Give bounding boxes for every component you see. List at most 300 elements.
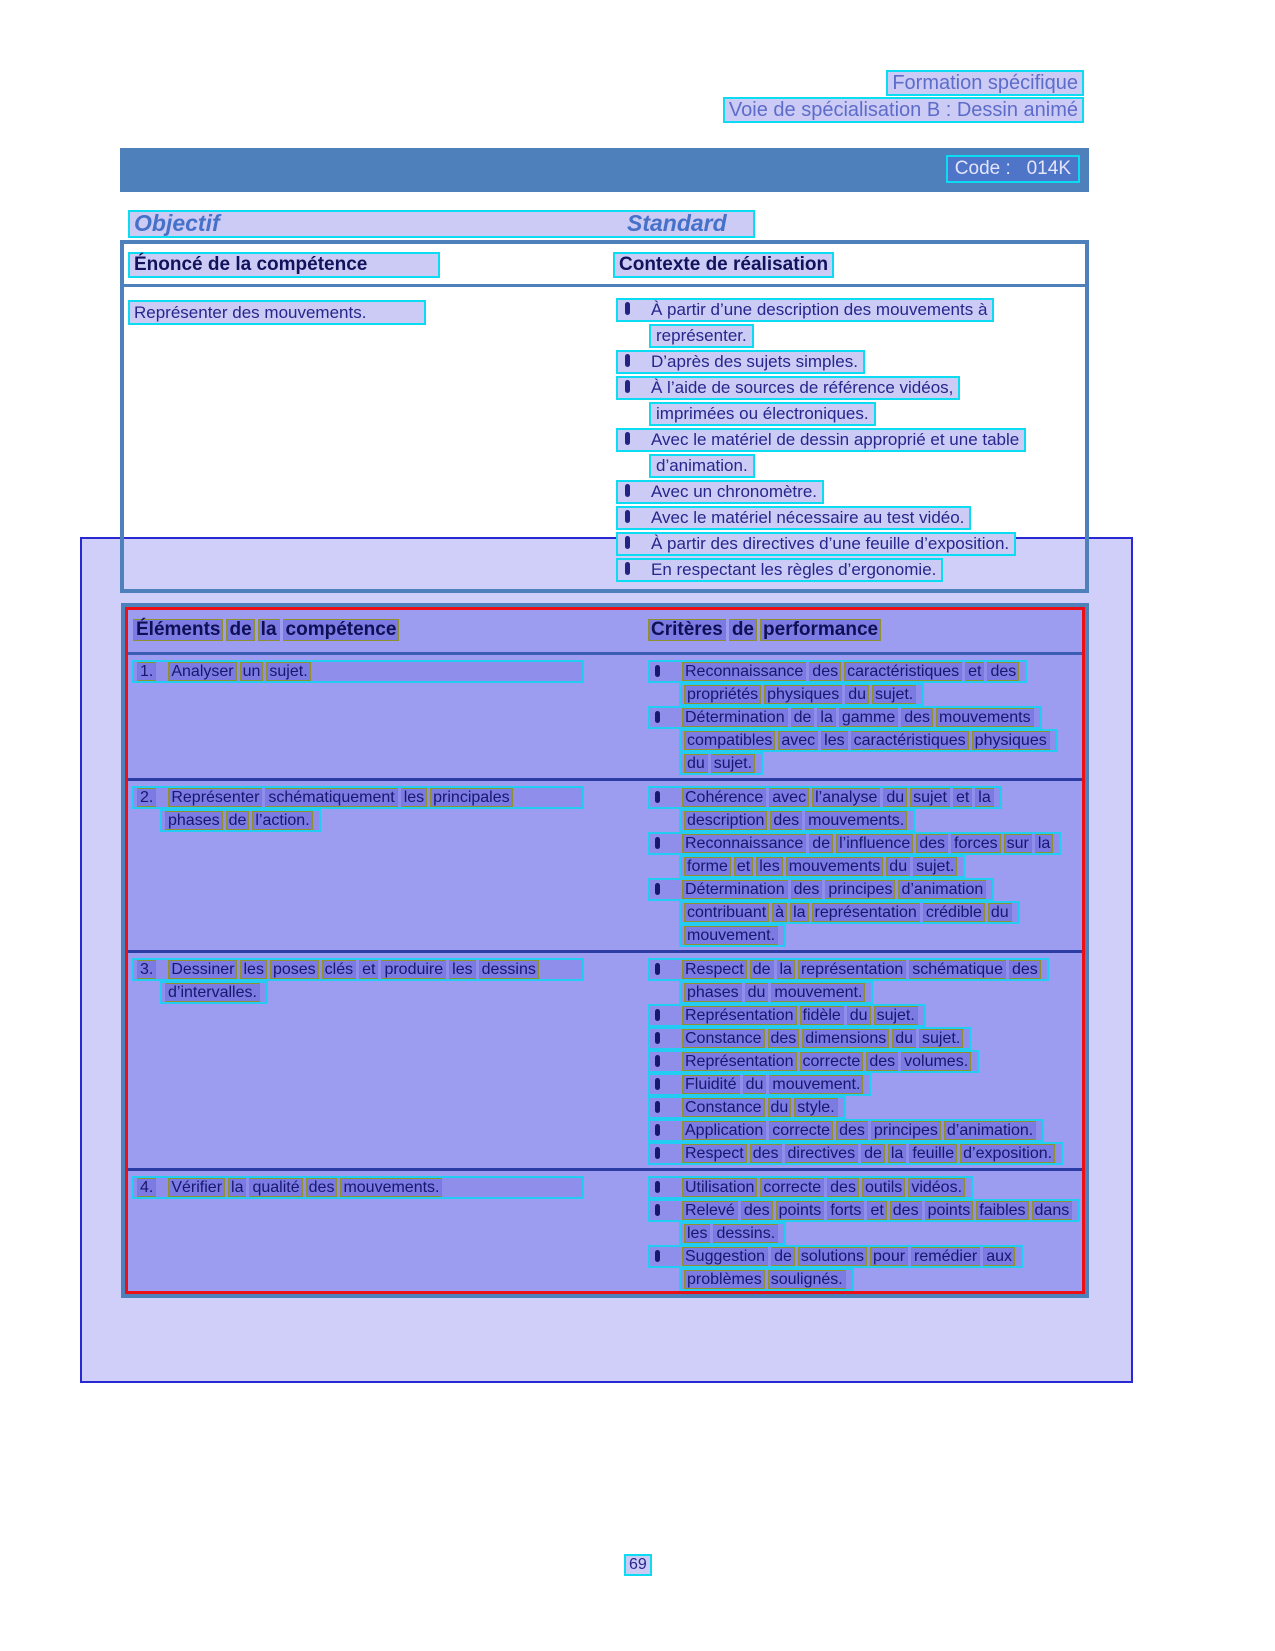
line-highlight	[648, 1096, 846, 1119]
page-number: 69	[624, 1554, 652, 1576]
line-highlight	[160, 809, 321, 832]
word-chip: et	[965, 662, 984, 681]
criteria-cell	[648, 1176, 1082, 1291]
word-chip: des	[987, 662, 1019, 681]
criterion-line	[648, 1073, 1082, 1096]
table2-header-right	[648, 619, 884, 641]
code-label: Code : 014K	[946, 155, 1080, 183]
table1-header-left: Énoncé de la compétence	[128, 252, 440, 278]
criterion-line-continuation	[679, 809, 1082, 832]
word-chip: la	[228, 1178, 246, 1197]
word-chip: dessins.	[713, 1224, 778, 1243]
word-chip: des	[866, 1052, 898, 1071]
bullet-dot-icon	[625, 510, 630, 523]
line-highlight	[132, 786, 584, 809]
bullet-dot-icon	[655, 963, 660, 975]
item-number-chip: 1.	[137, 662, 156, 681]
word-chip: Respect	[682, 960, 747, 979]
criterion-line-continuation	[679, 1222, 1082, 1245]
header-word-chip: Critères	[648, 619, 726, 641]
word-chip: Relevé	[682, 1201, 738, 1220]
word-chip: produire	[381, 960, 446, 979]
criterion-line	[648, 1096, 1082, 1119]
line-highlight	[649, 324, 754, 348]
word-chip: sujet.	[913, 857, 957, 876]
line-highlight	[679, 855, 965, 878]
criterion-line	[648, 1050, 1082, 1073]
word-chip: principes	[871, 1121, 941, 1140]
bullet-dot-icon	[655, 1250, 660, 1262]
bullet-dot-icon	[655, 665, 660, 677]
criterion-line	[648, 1245, 1082, 1268]
word-chip: avec	[769, 788, 809, 807]
header-word-chip: la	[258, 619, 280, 641]
word-chip: crédible	[923, 903, 985, 922]
bullet-text: représenter.	[656, 326, 747, 345]
line-highlight	[648, 1199, 1080, 1222]
word-chip: solutions	[798, 1247, 867, 1266]
item-number-chip: 4.	[137, 1178, 156, 1197]
word-chip: pour	[870, 1247, 908, 1266]
word-chip: sur	[1004, 834, 1032, 853]
criterion-line-continuation	[679, 981, 1082, 1004]
word-chip: de	[809, 834, 833, 853]
context-bullet-continuation	[649, 454, 1085, 480]
word-chip: des	[809, 662, 841, 681]
criterion-line	[648, 878, 1082, 901]
word-chip: remédier	[911, 1247, 980, 1266]
word-chip: outils	[862, 1178, 905, 1197]
bullet-text: À l’aide de sources de référence vidéos,	[651, 378, 954, 397]
bullet-dot-icon	[655, 883, 660, 895]
table1-header-right: Contexte de réalisation	[613, 252, 834, 278]
line-highlight	[648, 1004, 926, 1027]
word-chip: directives	[785, 1144, 859, 1163]
context-bullet-list	[616, 298, 1085, 584]
context-bullet-line	[616, 532, 1085, 558]
objectif-title: Objectif	[134, 210, 220, 236]
word-chip: la	[817, 708, 835, 727]
word-chip: sujet.	[266, 662, 310, 681]
word-chip: représentation	[798, 960, 906, 979]
criterion-line	[648, 958, 1082, 981]
bullet-dot-icon	[625, 354, 630, 367]
word-chip: style.	[794, 1098, 837, 1117]
word-chip: sujet.	[872, 685, 916, 704]
context-bullet-continuation	[649, 402, 1085, 428]
context-bullet-continuation	[649, 324, 1085, 350]
word-chip: des	[901, 708, 933, 727]
word-chip: des	[836, 1121, 868, 1140]
word-chip: gamme	[839, 708, 898, 727]
word-chip: mouvement.	[769, 1075, 863, 1094]
bullet-text: D’après des sujets simples.	[651, 352, 858, 371]
word-chip: les	[684, 1224, 710, 1243]
word-chip: Constance	[682, 1098, 765, 1117]
line-highlight	[648, 1142, 1063, 1165]
word-chip: qualité	[249, 1178, 302, 1197]
word-chip: Détermination	[682, 708, 788, 727]
word-chip: volumes.	[901, 1052, 971, 1071]
criterion-line	[648, 1119, 1082, 1142]
word-chip: et	[953, 788, 972, 807]
word-chip: problèmes	[684, 1270, 765, 1289]
word-chip: à	[772, 903, 787, 922]
word-chip: Représentation	[682, 1006, 797, 1025]
bullet-text: d’animation.	[656, 456, 748, 475]
performance-criteria-table-inner	[125, 607, 1085, 1294]
word-chip: mouvements.	[805, 811, 907, 830]
word-chip: des	[741, 1201, 773, 1220]
element-line-continuation	[160, 981, 648, 1004]
word-chip: Détermination	[682, 880, 788, 899]
bullet-dot-icon	[655, 1124, 660, 1136]
word-chip: points	[925, 1201, 974, 1220]
header-word-chip: performance	[760, 619, 881, 641]
word-chip: correcte	[760, 1178, 824, 1197]
word-chip: des	[890, 1201, 922, 1220]
word-chip: points	[776, 1201, 825, 1220]
bullet-text: À partir d’une description des mouvements à	[651, 300, 988, 319]
word-chip: des	[791, 880, 823, 899]
word-chip: Reconnaissance	[682, 834, 806, 853]
competency-statement: Représenter des mouvements.	[128, 300, 426, 325]
criterion-line	[648, 1176, 1082, 1199]
element-cell	[128, 660, 648, 775]
word-chip: Utilisation	[682, 1178, 757, 1197]
word-chip: des	[1009, 960, 1041, 979]
criterion-line-continuation	[679, 924, 1082, 947]
word-chip: d’animation.	[944, 1121, 1036, 1140]
line-highlight	[679, 1268, 854, 1291]
bullet-dot-icon	[655, 837, 660, 849]
bullet-dot-icon	[655, 1078, 660, 1090]
bullet-dot-icon	[625, 484, 630, 497]
table2-header-left	[133, 619, 402, 641]
bullet-text: Avec le matériel nécessaire au test vidéo.	[651, 508, 965, 527]
element-line	[132, 958, 648, 981]
bullet-dot-icon	[655, 1204, 660, 1216]
word-chip: forts	[827, 1201, 864, 1220]
line-highlight	[616, 350, 865, 374]
context-bullet-line	[616, 428, 1085, 454]
word-chip: les	[821, 731, 847, 750]
word-chip: Fluidité	[682, 1075, 740, 1094]
word-chip: phases	[684, 983, 742, 1002]
bullet-text: Avec le matériel de dessin approprié et une table	[651, 430, 1020, 449]
bullet-dot-icon	[655, 711, 660, 723]
word-chip: dans	[1032, 1201, 1073, 1220]
word-chip: la	[790, 903, 808, 922]
word-chip: des	[770, 811, 802, 830]
word-chip: du	[892, 1029, 916, 1048]
item-number-chip: 2.	[137, 788, 156, 807]
criterion-line-continuation	[679, 901, 1082, 924]
word-chip: les	[240, 960, 266, 979]
criterion-line	[648, 660, 1082, 683]
word-chip: mouvements	[936, 708, 1034, 727]
word-chip: description	[684, 811, 767, 830]
word-chip: Vérifier	[168, 1178, 225, 1197]
line-highlight	[648, 878, 994, 901]
bullet-dot-icon	[655, 1032, 660, 1044]
word-chip: dessins	[479, 960, 539, 979]
element-cell	[128, 1176, 648, 1291]
word-chip: feuille	[909, 1144, 957, 1163]
word-chip: des	[306, 1178, 338, 1197]
line-highlight	[616, 428, 1026, 452]
line-highlight	[649, 454, 755, 478]
word-chip: représentation	[812, 903, 920, 922]
word-chip: du	[743, 1075, 767, 1094]
header-word-chip: de	[729, 619, 757, 641]
word-chip: poses	[270, 960, 319, 979]
word-chip: fidèle	[800, 1006, 844, 1025]
word-chip: contribuant	[684, 903, 769, 922]
context-bullet-line	[616, 350, 1085, 376]
table2-row	[128, 1168, 1082, 1294]
word-chip: Représentation	[682, 1052, 797, 1071]
bullet-dot-icon	[625, 302, 630, 315]
line-highlight	[648, 786, 1002, 809]
word-chip: soulignés.	[768, 1270, 846, 1289]
bullet-dot-icon	[655, 1147, 660, 1159]
criterion-line-continuation	[679, 683, 1082, 706]
word-chip: vidéos.	[908, 1178, 965, 1197]
word-chip: des	[750, 1144, 782, 1163]
word-chip: du	[847, 1006, 871, 1025]
word-chip: Dessiner	[168, 960, 237, 979]
criterion-line	[648, 706, 1082, 729]
bullet-dot-icon	[625, 380, 630, 393]
word-chip: correcte	[800, 1052, 864, 1071]
word-chip: Analyser	[168, 662, 236, 681]
line-highlight	[679, 683, 924, 706]
word-chip: forces	[951, 834, 1001, 853]
word-chip: du	[988, 903, 1012, 922]
line-highlight	[648, 1119, 1044, 1142]
bullet-dot-icon	[625, 562, 630, 575]
word-chip: de	[771, 1247, 795, 1266]
performance-criteria-table	[121, 603, 1089, 1298]
word-chip: du	[684, 754, 708, 773]
word-chip: les	[449, 960, 475, 979]
line-highlight	[616, 480, 824, 504]
word-chip: de	[861, 1144, 885, 1163]
code-bar	[120, 148, 1089, 192]
line-highlight	[132, 958, 584, 981]
criterion-line	[648, 1027, 1082, 1050]
word-chip: de	[226, 811, 250, 830]
competency-statement-table	[120, 240, 1089, 593]
word-chip: du	[845, 685, 869, 704]
element-line	[132, 1176, 648, 1199]
word-chip: l’analyse	[812, 788, 880, 807]
word-chip: dimensions	[802, 1029, 889, 1048]
word-chip: des	[827, 1178, 859, 1197]
item-number-chip: 3.	[137, 960, 156, 979]
bullet-dot-icon	[655, 1101, 660, 1113]
word-chip: d’exposition.	[960, 1144, 1055, 1163]
word-chip: propriétés	[684, 685, 761, 704]
header-word-chip: Éléments	[133, 619, 223, 641]
criterion-line-continuation	[679, 729, 1082, 752]
word-chip: de	[750, 960, 774, 979]
word-chip: sujet.	[711, 754, 755, 773]
word-chip: mouvement.	[771, 983, 865, 1002]
word-chip: schématique	[909, 960, 1006, 979]
context-bullet-line	[616, 480, 1085, 506]
line-highlight	[679, 1222, 786, 1245]
word-chip: mouvements	[786, 857, 884, 876]
word-chip: Constance	[682, 1029, 765, 1048]
word-chip: des	[768, 1029, 800, 1048]
bullet-dot-icon	[625, 432, 630, 445]
element-line-continuation	[160, 809, 648, 832]
bullet-dot-icon	[655, 1009, 660, 1021]
word-chip: d’animation	[898, 880, 986, 899]
line-highlight	[648, 832, 1061, 855]
criterion-line-continuation	[679, 855, 1082, 878]
header-line-1: Formation spécifique	[886, 70, 1084, 96]
line-highlight	[648, 1050, 979, 1073]
word-chip: sujet.	[874, 1006, 918, 1025]
word-chip: sujet.	[919, 1029, 963, 1048]
word-chip: clés	[322, 960, 356, 979]
line-highlight	[132, 1176, 584, 1199]
context-bullet-line	[616, 376, 1085, 402]
criterion-line	[648, 1142, 1082, 1165]
word-chip: les	[756, 857, 782, 876]
criterion-line	[648, 1004, 1082, 1027]
word-chip: correcte	[769, 1121, 833, 1140]
criterion-line-continuation	[679, 752, 1082, 775]
word-chip: de	[791, 708, 815, 727]
header-word-chip: de	[226, 619, 254, 641]
line-highlight	[616, 532, 1016, 556]
word-chip: du	[768, 1098, 792, 1117]
element-line	[132, 660, 648, 683]
bullet-dot-icon	[655, 1181, 660, 1193]
word-chip: faibles	[976, 1201, 1028, 1220]
criterion-line	[648, 786, 1082, 809]
word-chip: phases	[165, 811, 223, 830]
header-line-2: Voie de spécialisation B : Dessin animé	[723, 97, 1084, 123]
line-highlight	[648, 1176, 973, 1199]
word-chip: du	[886, 857, 910, 876]
element-cell	[128, 786, 648, 947]
bullet-text: En respectant les règles d’ergonomie.	[651, 560, 937, 579]
word-chip: les	[401, 788, 427, 807]
word-chip: principes	[825, 880, 895, 899]
line-highlight	[648, 660, 1027, 683]
word-chip: Cohérence	[682, 788, 766, 807]
word-chip: la	[975, 788, 993, 807]
word-chip: Reconnaissance	[682, 662, 806, 681]
word-chip: mouvements.	[340, 1178, 442, 1197]
line-highlight	[648, 706, 1042, 729]
line-highlight	[648, 1073, 871, 1096]
criteria-cell	[648, 958, 1082, 1165]
word-chip: du	[745, 983, 769, 1002]
section-title-strip	[128, 210, 755, 238]
line-highlight	[679, 752, 763, 775]
line-highlight	[132, 660, 584, 683]
word-chip: d’intervalles.	[165, 983, 260, 1002]
line-highlight	[649, 402, 876, 426]
criterion-line-continuation	[679, 1268, 1082, 1291]
line-highlight	[648, 958, 1049, 981]
line-highlight	[648, 1027, 971, 1050]
word-chip: caractéristiques	[844, 662, 962, 681]
word-chip: principales	[430, 788, 512, 807]
line-highlight	[648, 1245, 1023, 1268]
bullet-text: À partir des directives d’une feuille d’exposition.	[651, 534, 1010, 553]
table2-row	[128, 950, 1082, 1168]
line-highlight	[616, 558, 943, 582]
word-chip: sujet	[910, 788, 950, 807]
criteria-cell	[648, 660, 1082, 775]
standard-title: Standard	[627, 210, 727, 236]
word-chip: Application	[682, 1121, 766, 1140]
criteria-cell	[648, 786, 1082, 947]
table2-row	[128, 778, 1082, 950]
word-chip: Suggestion	[682, 1247, 768, 1266]
bullet-dot-icon	[625, 536, 630, 549]
word-chip: et	[734, 857, 753, 876]
line-highlight	[679, 901, 1020, 924]
word-chip: mouvement.	[684, 926, 778, 945]
word-chip: avec	[778, 731, 818, 750]
word-chip: caractéristiques	[851, 731, 969, 750]
context-bullet-line	[616, 298, 1085, 324]
line-highlight	[160, 981, 268, 1004]
table2-row	[128, 655, 1082, 778]
word-chip: des	[916, 834, 948, 853]
word-chip: et	[867, 1201, 886, 1220]
word-chip: physiques	[764, 685, 842, 704]
word-chip: compatibles	[684, 731, 775, 750]
word-chip: schématiquement	[265, 788, 397, 807]
table1-body	[124, 287, 1085, 584]
word-chip: et	[359, 960, 378, 979]
table2-header-row	[128, 610, 1082, 655]
bullet-text: Avec un chronomètre.	[651, 482, 817, 501]
line-highlight	[679, 809, 915, 832]
word-chip: la	[1035, 834, 1053, 853]
element-line	[132, 786, 648, 809]
document-header	[723, 70, 1084, 124]
context-bullet-line	[616, 506, 1085, 532]
word-chip: un	[240, 662, 264, 681]
word-chip: aux	[983, 1247, 1015, 1266]
word-chip: la	[777, 960, 795, 979]
criterion-line	[648, 832, 1082, 855]
line-highlight	[616, 298, 994, 322]
bullet-text: imprimées ou électroniques.	[656, 404, 869, 423]
element-cell	[128, 958, 648, 1165]
table2-rows	[128, 655, 1082, 1294]
word-chip: la	[888, 1144, 906, 1163]
word-chip: Représenter	[168, 788, 262, 807]
word-chip: l’action.	[252, 811, 312, 830]
criterion-line	[648, 1199, 1082, 1222]
line-highlight	[679, 981, 873, 1004]
line-highlight	[616, 506, 971, 530]
word-chip: du	[883, 788, 907, 807]
word-chip: physiques	[972, 731, 1050, 750]
word-chip: l’influence	[836, 834, 913, 853]
